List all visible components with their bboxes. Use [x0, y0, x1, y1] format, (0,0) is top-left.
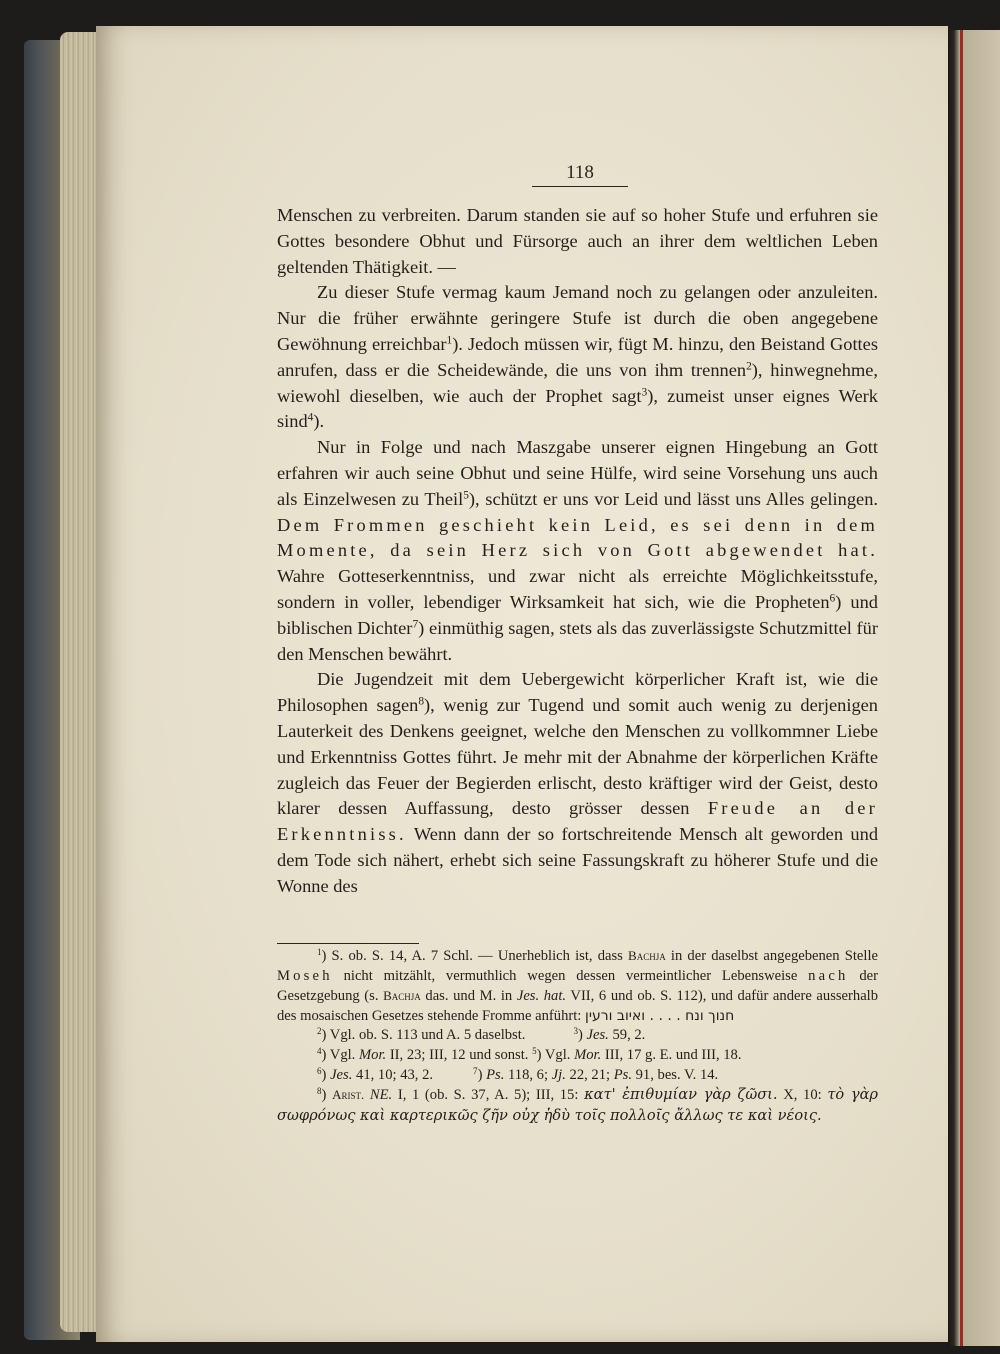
- work-title: Jes.: [586, 1027, 609, 1044]
- footnote-number: 6: [317, 1065, 322, 1076]
- footnote: [277, 1066, 878, 1086]
- text-run: ). Jedoch müssen wir, fügt M. hinzu, den Beistand Gottes anrufen, dass er die Scheidewände, die uns von ihm trennen: [277, 333, 878, 380]
- paragraph: [277, 667, 878, 899]
- paragraph: [277, 435, 878, 667]
- text-run: 59, 2.: [612, 1027, 646, 1044]
- work-title: Jes. hat.: [516, 988, 567, 1005]
- text-run: Menschen zu verbreiten. Darum standen sie auf so hoher Stufe und erfuhren sie Gottes besondere Obhut und Fürsorge auch an ihrer dem weltlichen Leben geltenden Thätigkeit. —: [277, 205, 878, 277]
- author-name: Arist.: [332, 1087, 365, 1103]
- footnote-ref[interactable]: 2: [746, 360, 752, 373]
- text-run: Wenn dann der so fortschreitende Mensch alt geworden und dem Tode sich nähert, erhebt sich seine Fassungskraft zu höherer Stufe und die Wonne des: [277, 824, 879, 896]
- paragraph: [277, 203, 878, 280]
- footnote-ref[interactable]: 4: [307, 412, 314, 425]
- footnote: [277, 1026, 878, 1046]
- text-run: ) Vgl.: [321, 1046, 356, 1063]
- text-run: ) Vgl. ob. S. 113 und A. 5 daselbst.: [321, 1027, 526, 1044]
- footnote: [277, 1046, 878, 1066]
- work-title: Jes.: [330, 1066, 353, 1083]
- text-run: 91, bes. V. 14.: [635, 1066, 719, 1083]
- footnote-number: 1: [317, 947, 322, 958]
- text-run: 41, 10; 43, 2.: [356, 1066, 434, 1083]
- text-run: ), hinwegnehme, wiewohl dieselben, wie auch der Prophet sagt: [277, 359, 879, 406]
- text-run: ): [321, 1066, 327, 1083]
- emphasized-text: Dem Frommen geschieht kein Leid, es sei denn in dem Momente, da sein Herz sich von Gott abgewendet hat.: [277, 514, 878, 561]
- text-run: ), wenig zur Tugend und somit auch wenig zu derjenigen Lauterkeit des Denkens geeignet, welche den Menschen zu vollkommner Liebe und Erkenntniss Gottes führt. Je mehr mit der Abnahme der körperlichen Kräfte zugleich das Feuer der Begierden erlischt, desto kräftiger wird der Geist, desto klarer dessen Auffassung, desto grösser dessen: [277, 695, 878, 819]
- hebrew-quote: חנוך ונח . . . . ואיוב ורעין: [585, 1007, 735, 1024]
- page-margin-line: [960, 30, 963, 1346]
- footnote-number: 2: [317, 1026, 322, 1037]
- text-run: VII, 6 und ob. S. 112), und dafür andere ausserhalb des mosaischen Gesetzes stehende Fromme anführt:: [277, 988, 879, 1024]
- work-title: Ps.: [486, 1066, 505, 1083]
- text-run: Zu dieser Stufe vermag kaum Jemand noch zu gelangen oder anzuleiten. Nur die früher erwähnte geringere Stufe ist durch die oben angegebene Gewöhnung erreichbar: [277, 282, 878, 354]
- text-run: 22, 21;: [569, 1066, 611, 1083]
- text-run: 118, 6;: [508, 1066, 549, 1083]
- footnote-number: 4: [317, 1046, 322, 1056]
- work-title: Ps.: [613, 1066, 632, 1083]
- text-run: ) einmüthig sagen, stets als das zuverlässigste Schutzmittel für den Menschen bewährt.: [277, 617, 879, 664]
- text-run: ): [477, 1066, 483, 1083]
- emphasized-text: Freude an der Erkenntniss.: [277, 798, 878, 845]
- footnote: [277, 946, 878, 1026]
- text-run: das. und M. in: [425, 988, 513, 1005]
- text-run: nicht mitzählt, vermuthlich wegen dessen vermeintlicher Lebensweise: [343, 967, 798, 984]
- text-run: Die Jugendzeit mit dem Uebergewicht körperlicher Kraft ist, wie die Philosophen sagen: [277, 669, 878, 716]
- text-run: der Gesetzgebung (s.: [277, 967, 879, 1005]
- footnotes: [277, 946, 878, 1126]
- emphasized-text: Moseh: [277, 967, 333, 984]
- footnote-ref[interactable]: 7: [412, 618, 419, 631]
- page-number: 118: [566, 162, 594, 183]
- text-run: ).: [313, 411, 325, 432]
- next-page-edge: [948, 30, 1000, 1346]
- footnote-ref[interactable]: 5: [463, 489, 469, 502]
- text-run: ), zumeist unser eignes Werk sind: [277, 385, 878, 432]
- footnote-number: 5: [532, 1046, 537, 1056]
- footnote-ref[interactable]: 1: [446, 334, 453, 347]
- text-run: Nur in Folge und nach Maszgabe unserer eignen Hingebung an Gott erfahren wir auch seine Obhut und seine Hülfe, wird seine Vorsehung uns auch als Einzelwesen zu Theil: [277, 437, 878, 509]
- text-run: ), schützt er uns vor Leid und lässt uns Alles gelingen.: [468, 488, 878, 509]
- author-name: Bachja: [628, 948, 666, 963]
- work-title: NE.: [369, 1087, 393, 1104]
- footnote-ref[interactable]: 8: [418, 695, 425, 708]
- work-title: Mor.: [358, 1046, 387, 1063]
- greek-quote: κατ' ἐπιθυμίαν γὰρ ζῶσι.: [584, 1086, 778, 1104]
- footnote-number: 8: [317, 1086, 322, 1097]
- text-run: III, 17 g. E. und III, 18.: [604, 1046, 742, 1063]
- work-title: Jj.: [551, 1066, 566, 1083]
- text-run: X, 10:: [783, 1087, 822, 1104]
- paragraph: [277, 280, 878, 435]
- footnote-rule: [277, 943, 419, 944]
- text-run: ): [321, 1087, 327, 1104]
- text-run: I, 1 (ob. S. 37, A. 5); III, 15:: [397, 1087, 579, 1104]
- footnote: [277, 1085, 878, 1126]
- footnote-number: 3: [573, 1026, 578, 1037]
- emphasized-text: nach: [808, 967, 849, 984]
- footnote-number: 7: [473, 1065, 478, 1076]
- greek-quote: τὸ γὰρ σωφρόνως καὶ καρτερικῶς ζῆν οὐχ ἡδὺ τοῖς πολλοῖς ἄλλως τε καὶ νέοις.: [277, 1086, 879, 1124]
- work-title: Mor.: [574, 1046, 602, 1063]
- text-run: ) und biblischen Dichter: [277, 591, 878, 638]
- text-run: II, 23; III, 12 und sonst.: [389, 1046, 529, 1063]
- author-name: Bachja: [383, 988, 421, 1004]
- footnote-ref[interactable]: 6: [829, 592, 836, 605]
- body-text: [277, 203, 878, 900]
- text-run: Wahre Gotteserkenntniss, und zwar nicht als erreichte Möglichkeitsstufe, sondern in voller, lebendiger Wirksamkeit hat sich, wie die Propheten: [277, 566, 878, 612]
- header-rule: [532, 186, 628, 187]
- text-run: ) Vgl.: [536, 1046, 571, 1063]
- text-run: ): [577, 1027, 583, 1044]
- footnote-ref[interactable]: 3: [641, 386, 648, 399]
- text-run: ) S. ob. S. 14, A. 7 Schl. — Unerheblich ist, dass: [321, 948, 623, 964]
- text-run: in der daselbst angegebenen Stelle: [670, 948, 878, 964]
